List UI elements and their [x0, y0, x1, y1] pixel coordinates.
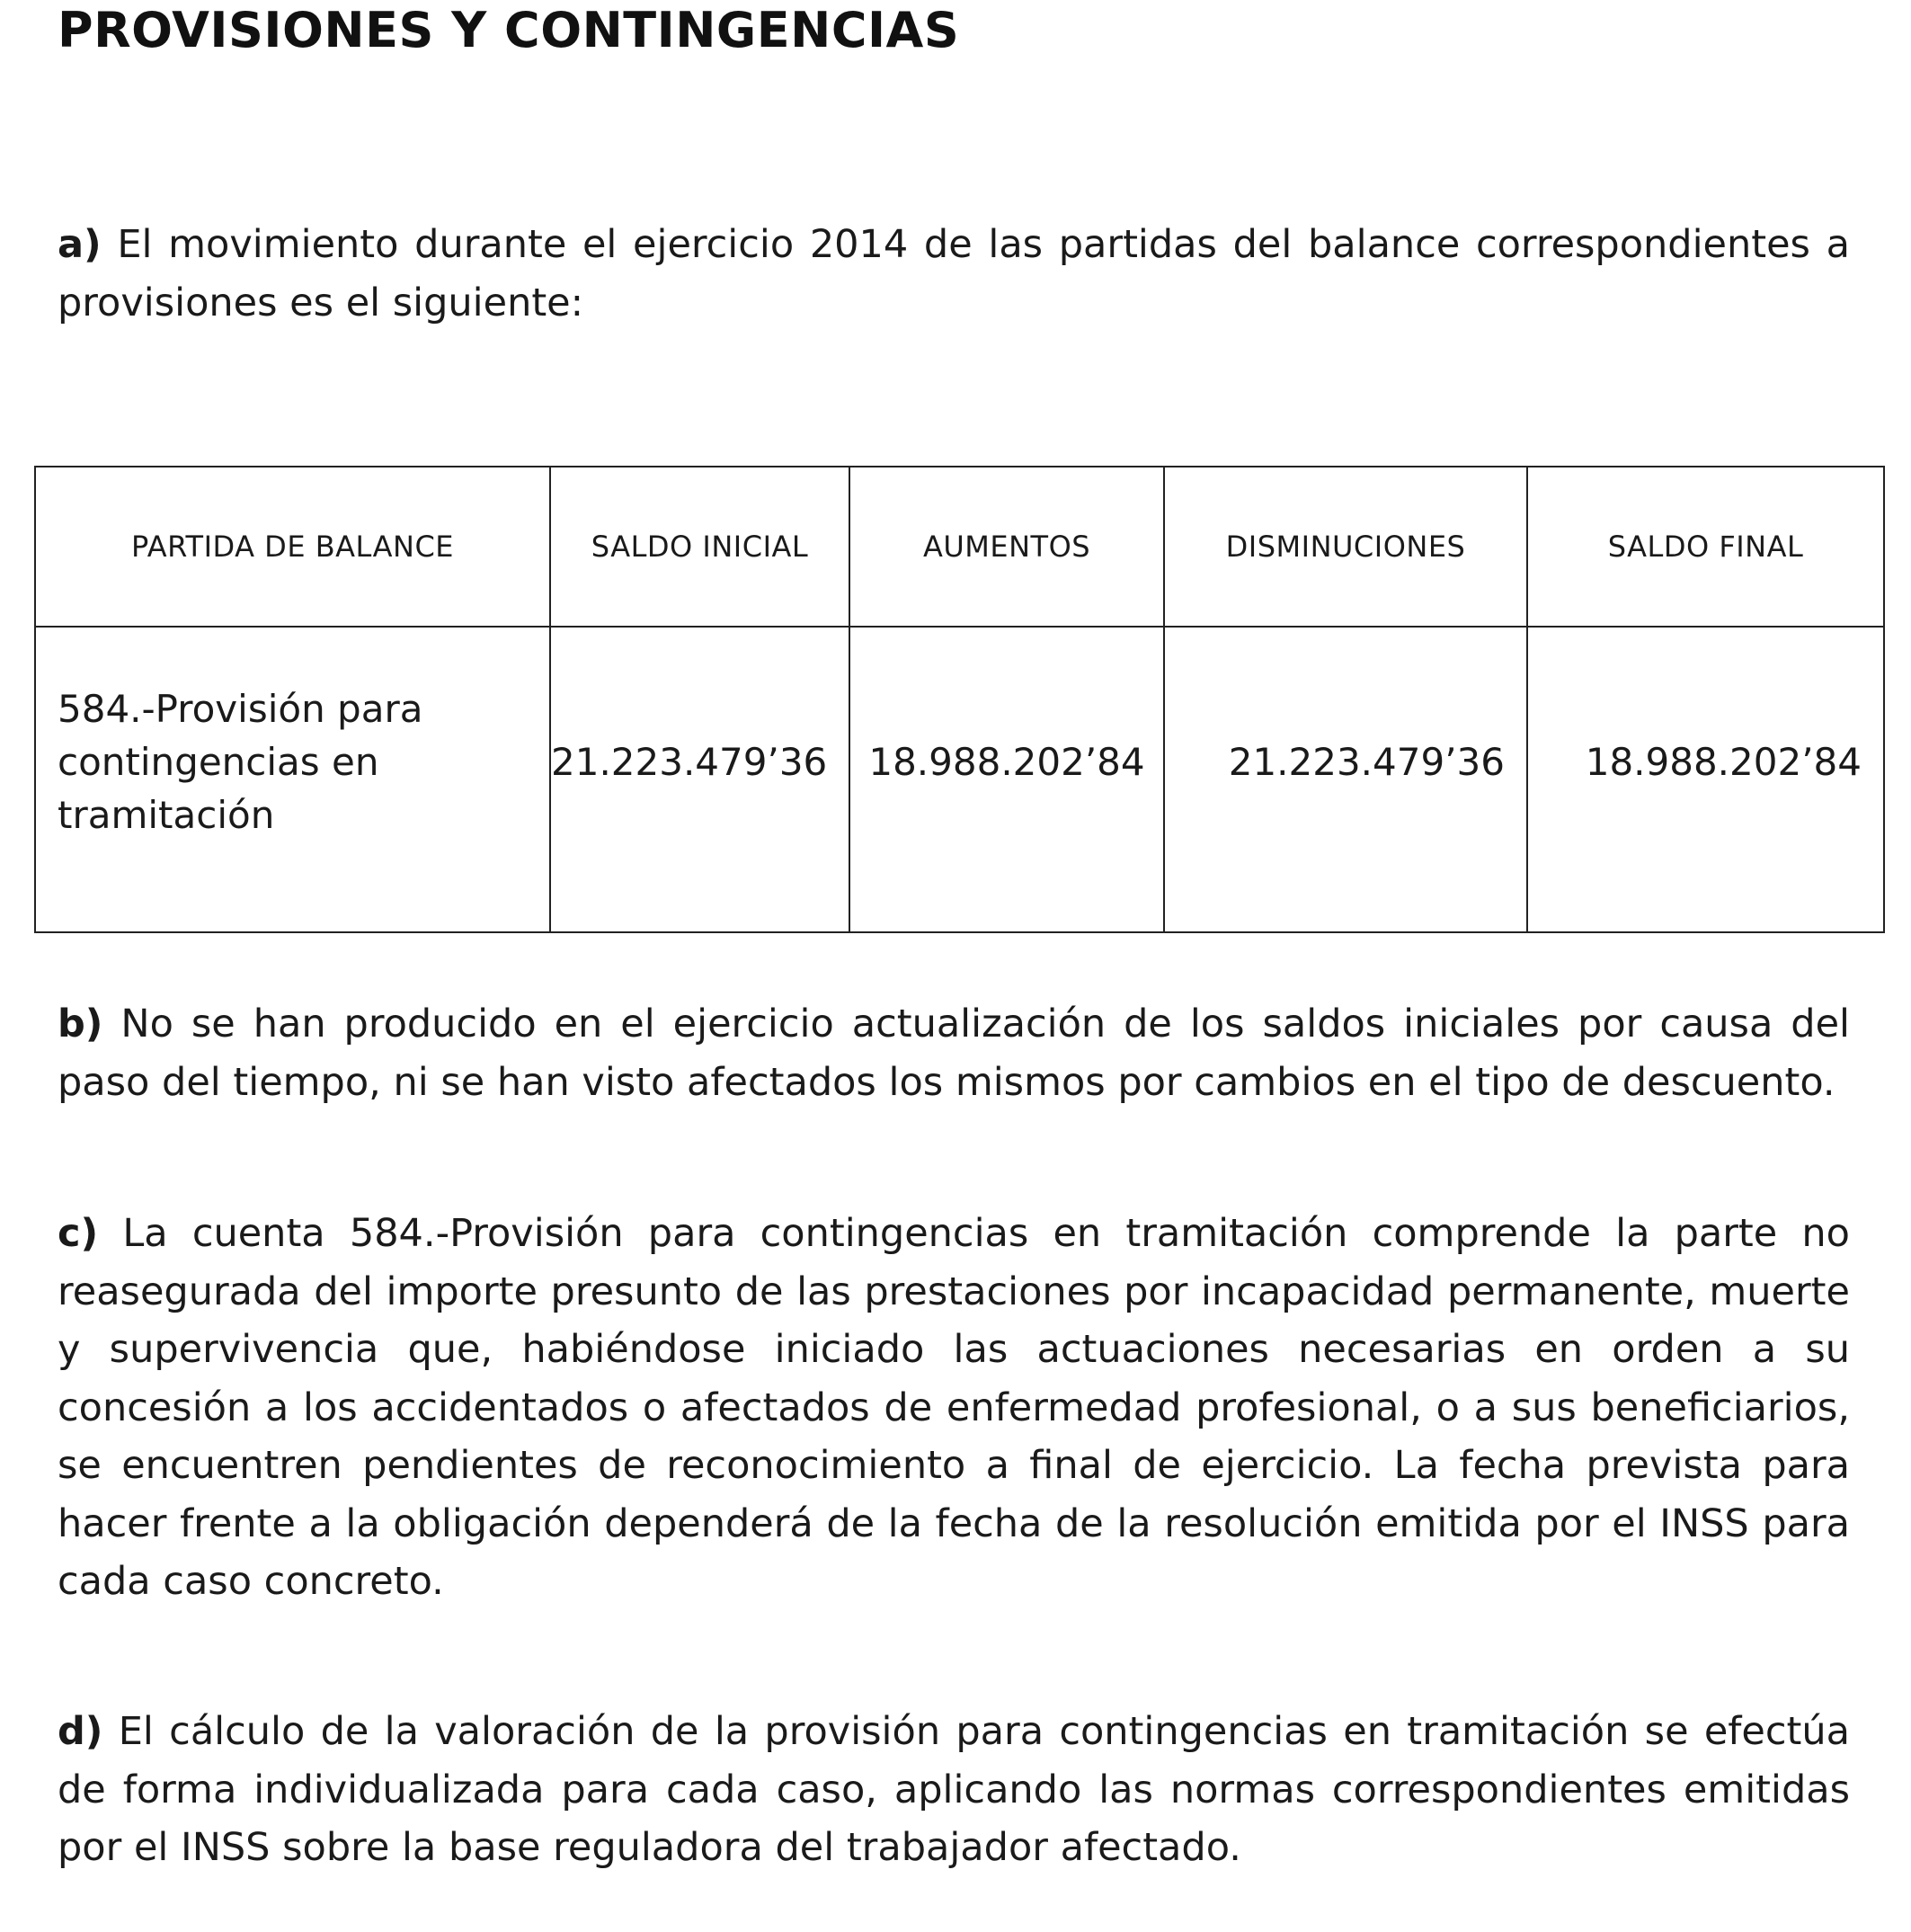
- page-title: PROVISIONES Y CONTINGENCIAS: [58, 2, 960, 58]
- paragraph-a-text: El movimiento durante el ejercicio 2014 de las partidas del balance correspondientes a provisiones es el siguiente:: [58, 222, 1850, 325]
- paragraph-c: [58, 1205, 1850, 1611]
- paragraph-a: [58, 216, 1850, 332]
- cell-partida: 584.-Provisión para contingencias en tramitación: [35, 627, 550, 932]
- paragraph-a-marker: a): [58, 222, 102, 267]
- cell-aumentos: 18.988.202’84: [849, 627, 1164, 932]
- paragraph-b-text: No se han producido en el ejercicio actualización de los saldos iniciales por causa del paso del tiempo, ni se han visto afectados los mismos por cambios en el tipo de descuento.: [58, 1002, 1850, 1105]
- paragraph-b: [58, 995, 1850, 1111]
- paragraph-d-text: El cálculo de la valoración de la provisión para contingencias en tramitación se efectúa de forma individualizada para cada caso, aplicando las normas correspondientes emitidas por el INSS sobre la base reguladora del trabajador afectado.: [58, 1709, 1850, 1870]
- header-aumentos: AUMENTOS: [849, 467, 1164, 627]
- paragraph-d: [58, 1703, 1850, 1877]
- paragraph-c-marker: c): [58, 1211, 99, 1256]
- header-disminuciones: DISMINUCIONES: [1164, 467, 1527, 627]
- table-header-row: [35, 467, 1884, 627]
- paragraph-d-marker: d): [58, 1709, 103, 1754]
- provisions-table: [34, 466, 1885, 933]
- table-row: [35, 627, 1884, 932]
- cell-saldo-final: 18.988.202’84: [1527, 627, 1884, 932]
- header-saldo-inicial: SALDO INICIAL: [550, 467, 849, 627]
- paragraph-c-text: La cuenta 584.-Provisión para contingencias en tramitación comprende la parte no reasegurada del importe presunto de las prestaciones por incapacidad permanente, muerte y supervivencia que, habiéndose iniciado las actuaciones necesarias en orden a su concesión a los accidentados o afectados de enfermedad profesional, o a sus beneficiarios, se encuentren pendientes de reconocimiento a final de ejercicio. La fecha prevista para hacer frente a la obligación dependerá de la fecha de la resolución emitida por el INSS para cada caso concreto.: [58, 1211, 1850, 1604]
- paragraph-b-marker: b): [58, 1002, 103, 1046]
- cell-disminuciones: 21.223.479’36: [1164, 627, 1527, 932]
- header-partida: PARTIDA DE BALANCE: [35, 467, 550, 627]
- cell-saldo-inicial: 21.223.479’36: [550, 627, 849, 932]
- header-saldo-final: SALDO FINAL: [1527, 467, 1884, 627]
